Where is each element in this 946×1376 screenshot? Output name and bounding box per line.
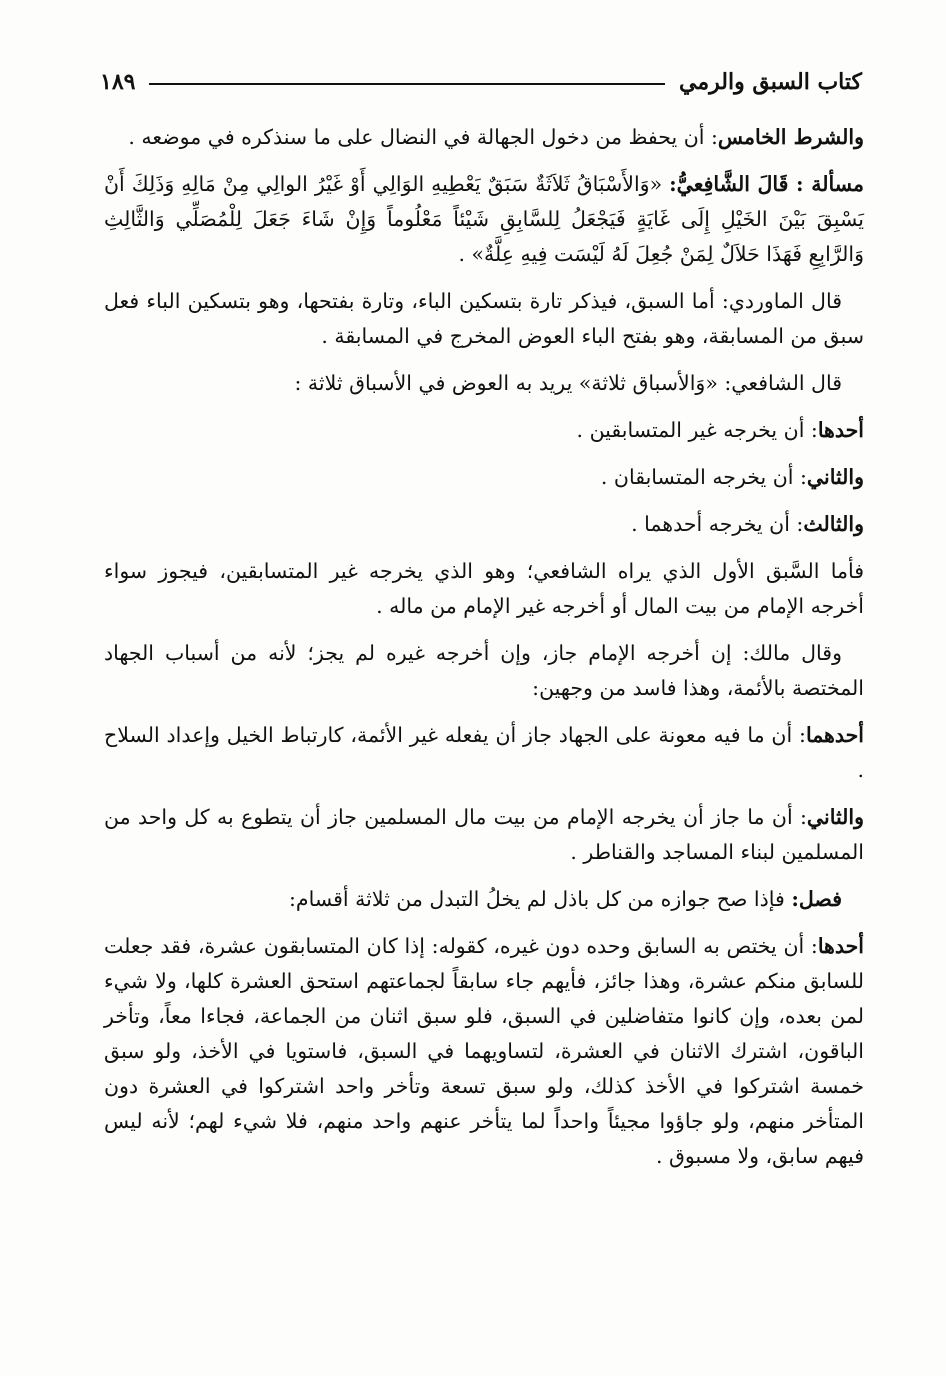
paragraph-heading: فصل:	[791, 887, 842, 911]
paragraph	[104, 460, 864, 495]
paragraph	[104, 929, 864, 1174]
paragraph-text: قال الشافعي: «وَالأسباق ثلاثة» يريد به العوض في الأسباق ثلاثة :	[294, 371, 842, 395]
paragraph	[104, 882, 864, 917]
paragraph	[104, 366, 864, 401]
page-body	[104, 120, 864, 1186]
paragraph-heading: أحدها	[817, 418, 864, 442]
paragraph	[104, 507, 864, 542]
paragraph	[104, 718, 864, 788]
paragraph-text: وقال مالك: إن أخرجه الإمام جاز، وإن أخرجه غيره لم يجز؛ لأنه من أسباب الجهاد المختصة بالأئمة، وهذا فاسد من وجهين:	[104, 641, 864, 700]
paragraph-heading: أحدهما	[805, 723, 864, 747]
paragraph-heading: والثاني	[806, 805, 864, 829]
paragraph-text: قال الماوردي: أما السبق، فيذكر تارة بتسكين الباء، وتارة بفتحها، وهو بتسكين الباء فعل سبق من المسابقة، وهو بفتح الباء العوض المخرج في المسابقة .	[104, 289, 864, 348]
paragraph-heading: أحدها	[817, 934, 864, 958]
paragraph-heading: والثاني	[806, 465, 864, 489]
paragraph-text: : أن يخرجه المتسابقان .	[600, 465, 807, 489]
page-number: ١٨٩	[100, 69, 136, 95]
paragraph	[104, 167, 864, 272]
paragraph-text: : أن يحفظ من دخول الجهالة في النضال على ما سنذكره في موضعه .	[128, 125, 718, 149]
paragraph	[104, 284, 864, 354]
paragraph-text: : أن يخرجه غير المتسابقين .	[576, 418, 818, 442]
paragraph-text: : أن يختص به السابق وحده دون غيره، كقوله: إذا كان المتسابقون عشرة، فقد جعلت للسابق منكم عشرة، وهذا جائز، فأيهم جاء سابقاً لجماعتهم استحق العشرة كلها، ولا شيء لمن بعده، وإن كانوا متفاضلين في السبق، فلو سبق اثنان من الجماعة، فجاءا معاً، وتأخر الباقون، اشترك الاثنان في العشرة، لتساويهما في السبق، فاستويا في الأخذ، ولو سبق خمسة اشتركوا في الأخذ كذلك، ولو سبق تسعة وتأخر واحد اشتركوا في العشرة دون المتأخر منهم، ولو جاؤوا مجيئاً واحداً لما يتأخر عنهم واحد منهم، فلا شيء لهم؛ لأنه ليس فيهم سابق، ولا مسبوق .	[104, 934, 864, 1168]
paragraph	[104, 413, 864, 448]
paragraph-text: : أن يخرجه أحدهما .	[631, 512, 804, 536]
paragraph-heading: مسألة : قَالَ الشَّافِعيُّ:	[669, 172, 864, 196]
paragraph	[104, 636, 864, 706]
paragraph	[104, 800, 864, 870]
paragraph-text: : أن ما فيه معونة على الجهاد جاز أن يفعله غير الأئمة، كارتباط الخيل وإعداد السلاح .	[104, 723, 864, 782]
paragraph	[104, 554, 864, 624]
paragraph-text: «وَالأَسْبَاقُ ثَلاَثَةٌ سَبَقٌ يَعْطِيهِ الوَالِي أَوْ غَيْرُ الوالِي مِنْ مَالِهِ وَذَلِكَ أَنْ يَسْبِقَ بَيْنَ الخَيْلِ إِلَى غَايَةٍ فَيَجْعَلُ لِلسَّابِقِ شَيْئاً مَعْلُوماً وَإِنْ شَاءَ جَعَلَ لِلْمُصَلِّي وَالثَّالِثِ وَالرَّابِعِ فَهَذَا حَلاَلٌ لِمَنْ جُعِلَ لَهُ لَيْسَت فِيهِ عِلَّةٌ» .	[104, 172, 864, 266]
header-rule	[149, 83, 665, 85]
paragraph	[104, 120, 864, 155]
paragraph-text: فإذا صح جوازه من كل باذل لم يخلُ التبدل من ثلاثة أقسام:	[289, 887, 792, 911]
paragraph-heading: والشرط الخامس	[717, 125, 864, 149]
paragraph-heading: والثالث	[803, 512, 864, 536]
page-header	[100, 62, 862, 102]
book-title: كتاب السبق والرمي	[679, 69, 862, 95]
paragraph-text: فأما السَّبق الأول الذي يراه الشافعي؛ وهو الذي يخرجه غير المتسابقين، فيجوز سواء أخرجه الإمام من بيت المال أو أخرجه غير الإمام من ماله .	[104, 559, 864, 618]
paragraph-text: : أن ما جاز أن يخرجه الإمام من بيت مال المسلمين جاز أن يتطوع به كل واحد من المسلمين لبناء المساجد والقناطر .	[104, 805, 864, 864]
